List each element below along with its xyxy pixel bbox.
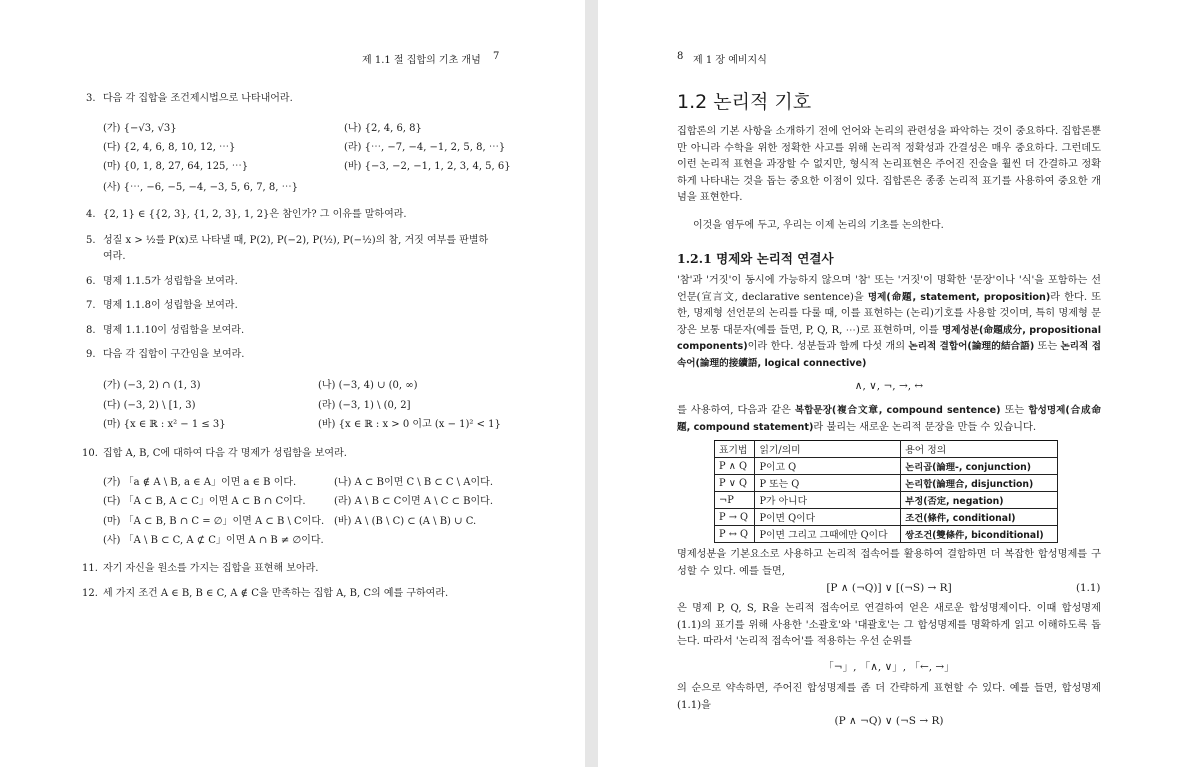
problem-3-option: (가) {−√3, √3} bbox=[103, 123, 177, 134]
cell-notation: P → Q bbox=[715, 509, 755, 526]
cell-notation: P ↔ Q bbox=[715, 526, 755, 543]
cell-reading: P이면 Q이다 bbox=[755, 509, 901, 526]
term-logical-connective: 논리적 접속어(論理的接續語, logical connective) bbox=[677, 341, 1101, 369]
table-row bbox=[715, 492, 1058, 509]
term-statement: 명제(命題, statement, proposition) bbox=[867, 291, 1051, 303]
cell-reading: P 또는 Q bbox=[755, 475, 901, 492]
running-header-page-number: 8 bbox=[677, 51, 684, 62]
intro-paragraph: 집합론의 기본 사항을 소개하기 전에 언어와 논리의 관련성을 파악하는 것이 중요하다. 집합론뿐만 아니라 수학을 위한 정확한 사고를 위해 논리적 정확성과 간결성은 매우 중요하다. 그런데도 이런 논리적 표현을 과장할 수 없지만, 형식적 논리표현은 주어진 진술을 훨씬 더 간결하고 정확하게 나타내는 것을 돕는 중요한 이점이 있다. 집합론은 종종 논리적 표기를 사용하여 중요한 개념을 표현한다. bbox=[677, 126, 1101, 203]
problem-3-option: (바) {−3, −2, −1, 1, 2, 3, 4, 5, 6} bbox=[344, 161, 511, 172]
simplification-paragraph: 의 순으로 약속하면, 주어진 합성명제를 좀 더 간략하게 표현할 수 있다. 예를 들면, 합성명제 (1.1)을 bbox=[677, 683, 1101, 711]
cell-term: 부정(否定, negation) bbox=[901, 492, 1058, 509]
table-row bbox=[715, 509, 1058, 526]
term-propositional-components: 명제성분(命題成分, propositional components) bbox=[677, 324, 1101, 352]
term-compound-statement: 합성명제(合成命題, compound statement) bbox=[677, 405, 1101, 433]
problem-9-option: (다) (−3, 2) \ [1, 3) bbox=[103, 400, 196, 411]
cell-notation: P ∨ Q bbox=[715, 475, 755, 492]
equation-number: (1.1) bbox=[1076, 582, 1101, 594]
problem-10-option: (마) 「A ⊂ B, B ∩ C = ∅」이면 A ⊂ B \ C이다. bbox=[103, 516, 325, 527]
problem-11-number: 11. bbox=[82, 563, 98, 574]
cell-reading: P가 아니다 bbox=[755, 492, 901, 509]
section-title: 1.2 논리적 기호 bbox=[677, 91, 812, 113]
problem-10-option: (다) 「A ⊂ B, A ⊂ C」이면 A ⊂ B ∩ C이다. bbox=[103, 496, 306, 507]
problem-5-number: 5. bbox=[86, 235, 96, 246]
problem-7-text: 명제 1.1.8이 성립함을 보여라. bbox=[103, 300, 238, 311]
table-header-row bbox=[715, 441, 1058, 458]
problem-6-text: 명제 1.1.5가 성립함을 보여라. bbox=[103, 276, 238, 287]
cell-notation: ¬P bbox=[715, 492, 755, 509]
problem-9-option: (마) {x ∈ ℝ : x² − 1 ≤ 3} bbox=[103, 419, 226, 430]
column-header-reading: 읽기/의미 bbox=[755, 441, 901, 458]
cell-term: 조건(條件, conditional) bbox=[901, 509, 1058, 526]
running-header-chapter: 제 1 장 예비지식 bbox=[693, 55, 767, 66]
problem-3-number: 3. bbox=[86, 93, 96, 104]
problem-9-text: 다음 각 집합이 구간임을 보여라. bbox=[103, 349, 245, 360]
definition-text: 이라 한다. 성분들과 함께 다섯 개의 bbox=[747, 341, 909, 352]
cell-term: 논리합(論理合, disjunction) bbox=[901, 475, 1058, 492]
problem-3-option: (마) {0, 1, 8, 27, 64, 125, ⋯} bbox=[103, 161, 249, 172]
running-header-section: 제 1.1 절 집합의 기초 개념 bbox=[362, 55, 481, 66]
problem-9-option: (바) {x ∈ ℝ : x > 0 이고 (x − 1)² < 1} bbox=[318, 419, 501, 430]
cell-term: 쌍조건(雙條件, biconditional) bbox=[901, 526, 1058, 543]
problem-3-option: (라) {⋯, −7, −4, −1, 2, 5, 8, ⋯} bbox=[344, 142, 506, 153]
problem-10-option: (사) 「A \ B ⊂ C, A ⊄ C」이면 A ∩ B ≠ ∅이다. bbox=[103, 535, 324, 546]
problem-9-option: (나) (−3, 4) ∪ (0, ∞) bbox=[318, 380, 418, 391]
problem-3-option: (나) {2, 4, 6, 8} bbox=[344, 123, 422, 134]
cell-notation: P ∧ Q bbox=[715, 458, 755, 475]
problem-3-option: (사) {⋯, −6, −5, −4, −3, 5, 6, 7, 8, ⋯} bbox=[103, 182, 298, 193]
table-row bbox=[715, 526, 1058, 543]
connective-symbols: ∧, ∨, ¬, →, ↔ bbox=[854, 380, 924, 392]
column-header-term: 용어 정의 bbox=[901, 441, 1058, 458]
definition-text: 또는 bbox=[1034, 341, 1061, 352]
compound-text: 또는 bbox=[1000, 405, 1029, 416]
intro-paragraph-2: 이것을 염두에 두고, 우리는 이제 논리의 기초를 논의한다. bbox=[693, 220, 944, 231]
problem-7-number: 7. bbox=[86, 300, 96, 311]
right-page bbox=[598, 0, 1190, 767]
problem-9-option: (라) (−3, 1) \ (0, 2] bbox=[318, 400, 411, 411]
compound-paragraph bbox=[677, 403, 1101, 436]
equation-simplified: (P ∧ ¬Q) ∨ (¬S → R) bbox=[834, 715, 944, 727]
problem-6-number: 6. bbox=[86, 276, 96, 287]
precedence-order: 「¬」, 「∧, ∨」, 「←, →」 bbox=[823, 661, 955, 673]
problem-10-option: (가) 「a ∉ A \ B, a ∈ A」이면 a ∈ B 이다. bbox=[103, 477, 297, 488]
compound-text: 라 불리는 새로운 논리적 문장을 만들 수 있습니다. bbox=[813, 421, 1037, 433]
precedence-paragraph: 은 명제 P, Q, S, R을 논리적 접속어로 연결하여 얻은 새로운 합성명제이다. 이때 합성명제 (1.1)의 표기를 위해 사용한 '소괄호'와 '대괄호'는 그 합성명제를 명확하게 읽고 이해하도록 돕는다. 따라서 '논리적 접속어'를 적용하는 우선 순위를 bbox=[677, 603, 1101, 647]
term-compound-sentence: 복합문장(複合文章, compound sentence) bbox=[794, 405, 1001, 416]
problem-5-text-line1: 성질 x > ½를 P(x)로 나타낼 때, P(2), P(−2), P(½), P(−½)의 참, 거짓 여부를 판별하 bbox=[103, 235, 489, 246]
problem-12-text: 세 가지 조건 A ∈ B, B ∈ C, A ∉ C을 만족하는 집합 A, B, C의 예를 구하여라. bbox=[103, 588, 449, 599]
problem-10-option: (라) A \ B ⊂ C이면 A \ C ⊂ B이다. bbox=[334, 496, 494, 507]
definition-text: 라 한다. 또한, 명제형 선언문의 논리를 다룰 때, 이를 표현하는 (논리)기호를 사용할 것이며, 특히 명제형 문장은 보통 대문자(예를 들면, P, Q, R, ⋯)로 표현하며, 이를 bbox=[677, 291, 1101, 336]
cell-term: 논리곱(論理-, conjunction) bbox=[901, 458, 1058, 475]
problem-11-text: 자기 자신을 원소를 가지는 집합을 표현해 보아라. bbox=[103, 563, 319, 574]
problem-4-text: {2, 1} ∈ {{2, 3}, {1, 2, 3}, 1, 2}은 참인가? 그 이유를 말하여라. bbox=[103, 209, 407, 220]
cell-reading: P이고 Q bbox=[755, 458, 901, 475]
left-page bbox=[0, 0, 585, 767]
table-row bbox=[715, 458, 1058, 475]
problem-10-number: 10. bbox=[82, 448, 98, 459]
subsection-title: 1.2.1 명제와 논리적 연결사 bbox=[677, 251, 834, 266]
problem-3-option: (다) {2, 4, 6, 8, 10, 12, ⋯} bbox=[103, 142, 236, 153]
problem-8-text: 명제 1.1.10이 성립함을 보여라. bbox=[103, 325, 245, 336]
definition-text: '참'과 '거짓'이 동시에 가능하지 않으며 '참' 또는 '거짓'이 명확한 '문장'이나 '식'을 포함하는 선언문(宣言文, declarative sentence)을 bbox=[677, 275, 1101, 303]
problem-4-number: 4. bbox=[86, 209, 96, 220]
problem-10-text: 집합 A, B, C에 대하여 다음 각 명제가 성립함을 보여라. bbox=[103, 448, 347, 459]
running-header-page-number: 7 bbox=[493, 51, 500, 62]
term-logical-connective: 논리적 결합어(論理的結合語) bbox=[908, 341, 1035, 352]
table-row bbox=[715, 475, 1058, 492]
problem-5-text-line2: 여라. bbox=[103, 251, 126, 262]
problem-12-number: 12. bbox=[82, 588, 98, 599]
problem-3-text: 다음 각 집합을 조건제시법으로 나타내어라. bbox=[103, 93, 293, 104]
problem-9-number: 9. bbox=[86, 349, 96, 360]
equation-1-1: [P ∧ (¬Q)] ∨ [(¬S) → R] bbox=[826, 582, 952, 594]
cell-reading: P이면 그리고 그때에만 Q이다 bbox=[755, 526, 901, 543]
compound-text: 를 사용하여, 다음과 같은 bbox=[677, 405, 795, 416]
problem-10-option: (바) A \ (B \ C) ⊂ (A \ B) ∪ C. bbox=[334, 516, 477, 527]
composition-paragraph: 명제성분을 기본요소로 사용하고 논리적 접속어를 활용하여 결합하면 더 복잡한 합성명제를 구성할 수 있다. 예를 들면, bbox=[677, 549, 1101, 577]
definition-paragraph bbox=[677, 273, 1101, 372]
problem-9-option: (가) (−3, 2) ∩ (1, 3) bbox=[103, 380, 201, 391]
problem-10-option: (나) A ⊂ B이면 C \ B ⊂ C \ A이다. bbox=[334, 477, 494, 488]
problem-8-number: 8. bbox=[86, 325, 96, 336]
logical-connectives-table bbox=[714, 440, 1058, 543]
column-header-notation: 표기법 bbox=[715, 441, 755, 458]
